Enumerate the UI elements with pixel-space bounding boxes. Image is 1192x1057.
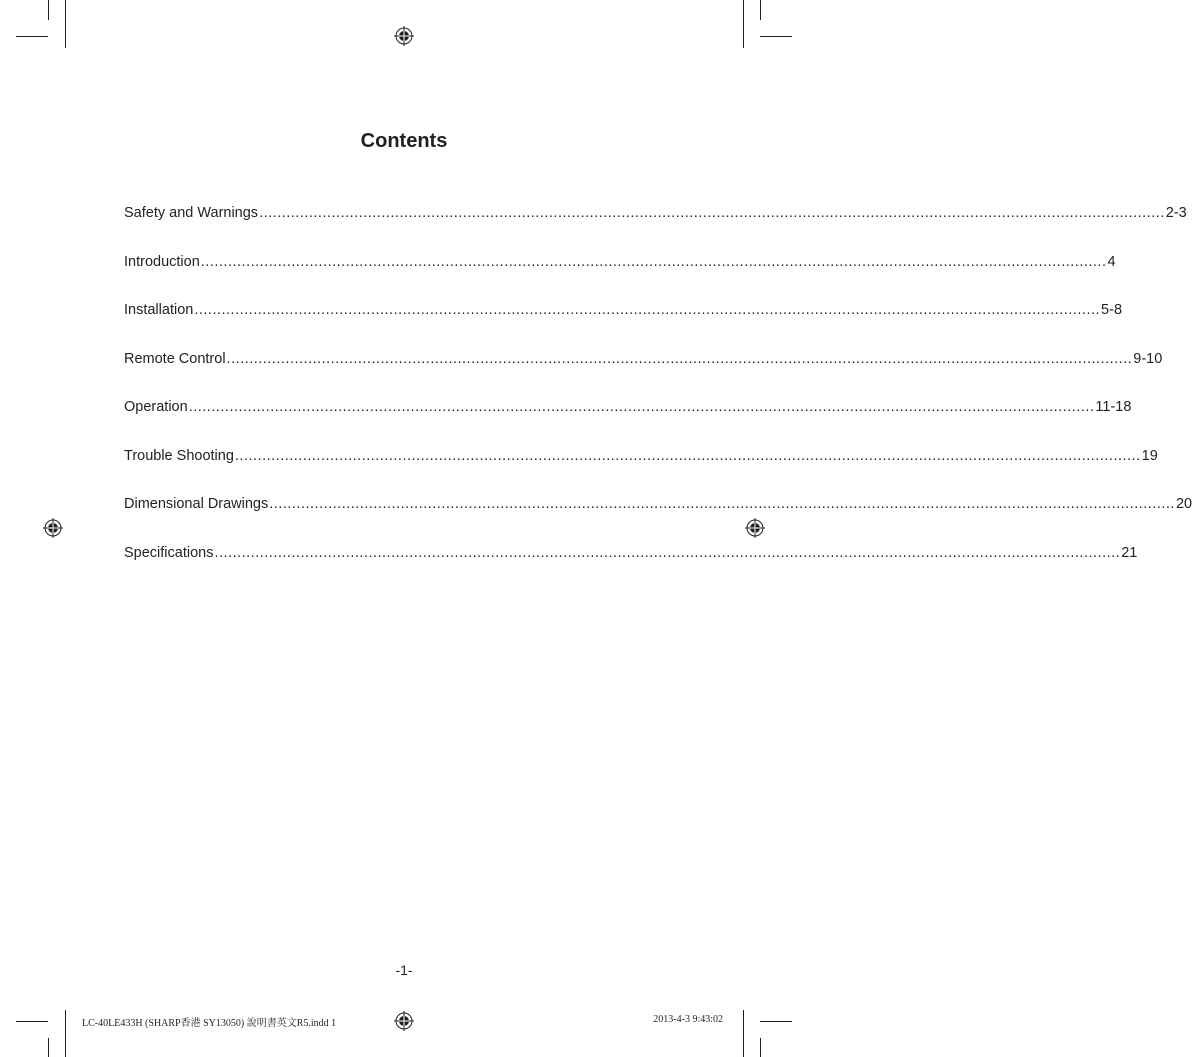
toc-entry-page: 5-8 <box>1101 302 1123 318</box>
crosshair-registration-icon <box>394 26 414 46</box>
toc-entry-label: Trouble Shooting <box>124 447 234 464</box>
toc-entry-introduction[interactable] <box>124 253 1116 303</box>
toc-entry-page: 19 <box>1141 447 1158 464</box>
toc-entry-label: Introduction <box>124 253 200 270</box>
toc-entry-operation[interactable] <box>124 399 1132 448</box>
toc-entry-label: Specifications <box>124 544 214 561</box>
toc-entry-remote-control[interactable] <box>124 350 1163 400</box>
toc-entry-page: 21 <box>1121 544 1138 561</box>
toc-leader-dots: ........................................................................................................................................................................................................ <box>226 350 1133 367</box>
crop-mark-top-left-v <box>65 0 66 48</box>
toc-entry-label: Installation <box>124 302 194 318</box>
page-number: -1- <box>395 962 413 978</box>
toc-entry-installation[interactable] <box>124 302 1123 351</box>
toc-entry-dimensional-drawings[interactable] <box>124 496 1192 545</box>
crosshair-registration-icon <box>745 518 765 538</box>
crop-mark-bottom-right-v2 <box>760 1038 761 1057</box>
page-title: Contents <box>360 130 448 152</box>
slug-timestamp: 2013-4-3 9:43:02 <box>653 1014 723 1025</box>
toc-entry-specifications[interactable] <box>124 544 1138 594</box>
toc-entry-label: Safety and Warnings <box>124 205 259 221</box>
toc-entry-page: 11-18 <box>1095 399 1132 415</box>
toc-entry-label: Remote Control <box>124 350 226 367</box>
toc-entry-page: 20 <box>1175 496 1192 512</box>
toc-entry-page: 9-10 <box>1133 350 1163 367</box>
toc-entry-safety-and-warnings[interactable] <box>124 205 1187 254</box>
crosshair-registration-icon <box>43 518 63 538</box>
toc-leader-dots: ........................................................................................................................................................................................................ <box>188 399 1095 415</box>
toc-leader-dots: ........................................................................................................................................................................................................ <box>214 544 1121 561</box>
crosshair-registration-icon <box>394 1011 414 1031</box>
toc-entry-page: 4 <box>1107 253 1116 270</box>
toc-entry-label: Dimensional Drawings <box>124 496 269 512</box>
crop-mark-bottom-right-h <box>760 1021 792 1022</box>
crop-mark-top-right-v2 <box>760 0 761 20</box>
toc-entry-page: 2-3 <box>1165 205 1187 221</box>
table-of-contents <box>124 205 1192 593</box>
toc-leader-dots: ........................................................................................................................................................................................................ <box>259 205 1165 221</box>
crop-mark-top-left-v2 <box>48 0 49 20</box>
crop-mark-bottom-left-v <box>65 1010 66 1057</box>
toc-entry-label: Operation <box>124 399 188 415</box>
toc-entry-trouble-shooting[interactable] <box>124 447 1158 497</box>
toc-leader-dots: ........................................................................................................................................................................................................ <box>194 302 1101 318</box>
crop-mark-bottom-left-h <box>16 1021 48 1022</box>
toc-leader-dots: ........................................................................................................................................................................................................ <box>200 253 1107 270</box>
crop-mark-bottom-right-v <box>743 1010 744 1057</box>
slug-file-name: LC-40LE433H (SHARP香港 SY13050) 說明書英文R5.indd 1 <box>82 1018 337 1029</box>
toc-leader-dots: ........................................................................................................................................................................................................ <box>234 447 1141 464</box>
crop-mark-top-right-v <box>743 0 744 48</box>
toc-leader-dots: ........................................................................................................................................................................................................ <box>269 496 1175 512</box>
crop-mark-top-right-h <box>760 36 792 37</box>
crop-mark-top-left-h <box>16 36 48 37</box>
crop-mark-bottom-left-v2 <box>48 1038 49 1057</box>
